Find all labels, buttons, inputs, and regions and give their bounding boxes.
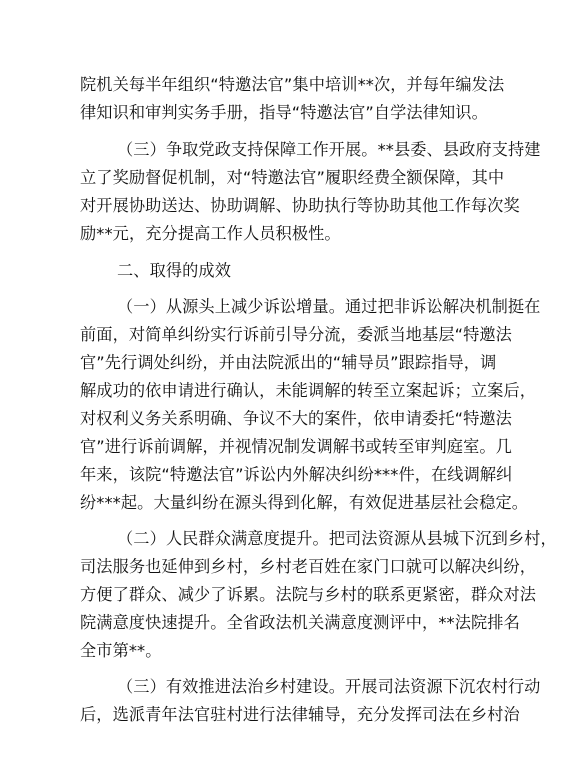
text-line: 律知识和审判实务手册，指导“特邀法官”自学法律知识。: [80, 103, 488, 122]
section-heading: 二、取得的成效: [117, 261, 232, 280]
text-line: 立了奖励督促机制，对“特邀法官”履职经费全额保障，其中: [80, 168, 505, 187]
text-line: 纷***起。大量纠纷在源头得到化解，有效促进基层社会稳定。: [80, 493, 529, 512]
paragraph-heading: （二）人民群众满意度提升。把司法资源从县城下沉到乡村，: [117, 529, 557, 548]
text-line: 对开展协助送达、协助调解、协助执行等协助其他工作每次奖: [80, 196, 520, 215]
text-line: 后，选派青年法官驻村进行法律辅导，充分发挥司法在乡村治: [80, 705, 520, 724]
paragraph-heading: （一）从源头上减少诉讼增量。通过把非诉讼解决机制挺在: [117, 297, 541, 316]
text-line: 前面，对简单纠纷实行诉前引导分流，委派当地基层“特邀法: [80, 325, 512, 344]
text-line: 官”进行诉前调解，并视情况制发调解书或转至审判庭室。几: [80, 437, 512, 456]
text-line: 院机关每半年组织“特邀法官”集中培训**次，并每年编发法: [80, 75, 505, 94]
text-line: 全市第**。: [80, 641, 162, 660]
text-line: 官”先行调处纠纷，并由法院派出的“辅导员”跟踪指导，调: [80, 353, 497, 372]
paragraph-heading: （三）有效推进法治乡村建设。开展司法资源下沉农村行动: [117, 677, 541, 696]
text-line: 方便了群众、减少了诉累。法院与乡村的联系更紧密，群众对法: [80, 585, 537, 604]
text-line: 院满意度快速提升。全省政法机关满意度测评中，**法院排名: [80, 613, 520, 632]
text-line: 司法服务也延伸到乡村，乡村老百姓在家门口就可以解决纠纷，: [80, 557, 537, 576]
paragraph-heading: （三）争取党政支持保障工作开展。**县委、县政府支持建: [117, 140, 541, 159]
text-line: 励**元，充分提高工作人员积极性。: [80, 224, 341, 243]
text-line: 年来，该院“特邀法官”诉讼内外解决纠纷***件，在线调解纠: [80, 465, 513, 484]
text-line: 解成功的依申请进行确认，未能调解的转至立案起诉；立案后，: [80, 381, 537, 400]
text-line: 对权利义务关系明确、争议不大的案件，依申请委托“特邀法: [80, 409, 512, 428]
